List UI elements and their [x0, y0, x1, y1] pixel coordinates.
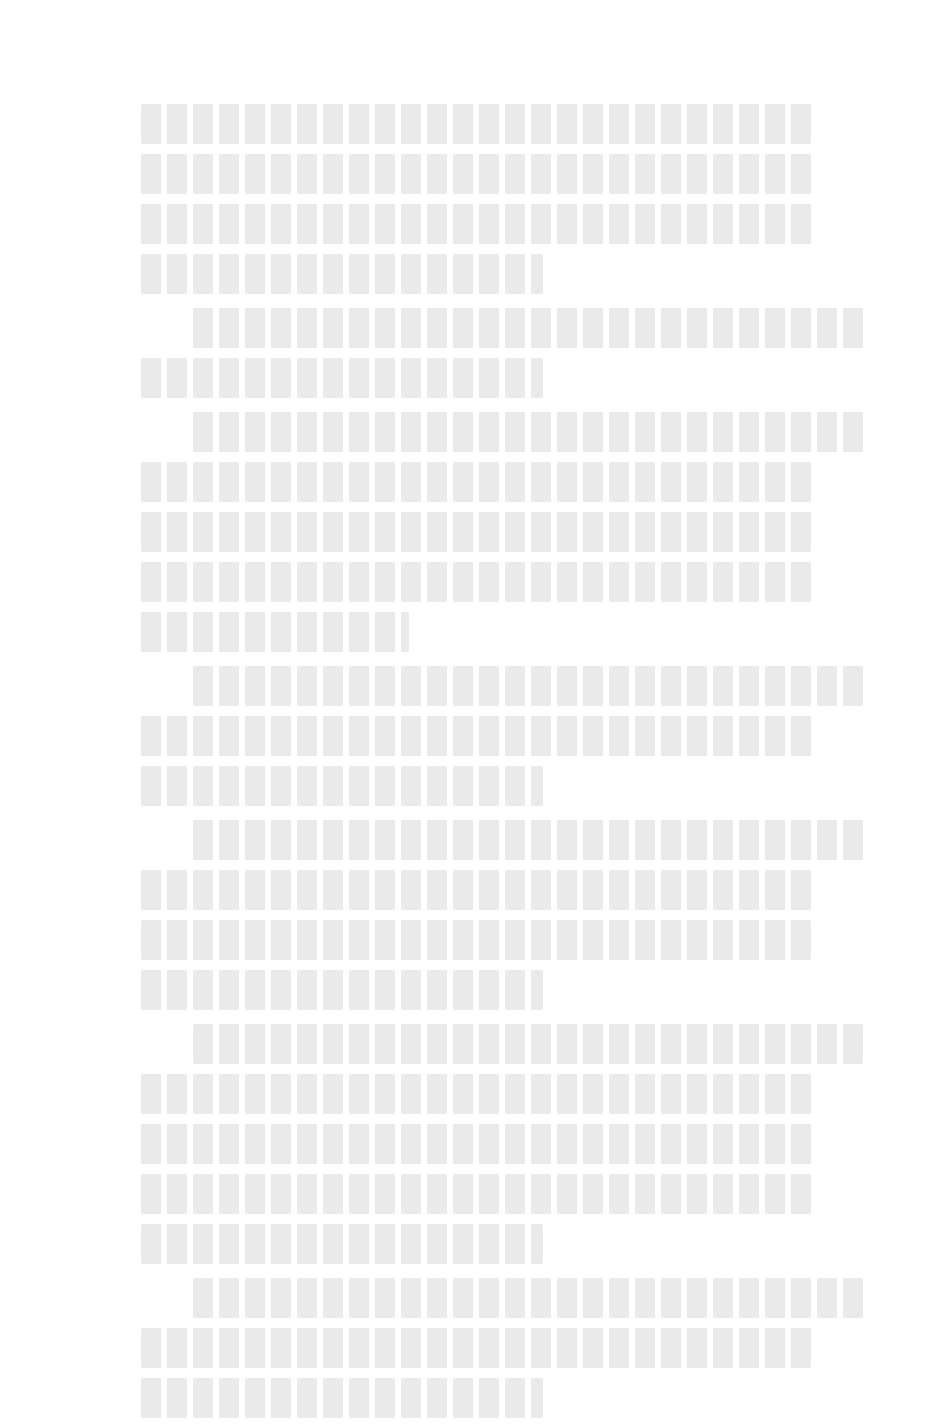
text-line [193, 308, 863, 348]
text-line [193, 412, 863, 452]
text-line [141, 612, 409, 652]
text-line [141, 970, 543, 1010]
text-line [141, 1074, 811, 1114]
text-line [141, 766, 543, 806]
text-line [141, 204, 811, 244]
text-line [141, 1328, 811, 1368]
text-line [141, 1378, 543, 1418]
text-line [141, 870, 811, 910]
text-line [193, 1278, 863, 1318]
text-line [141, 920, 811, 960]
text-line [141, 1124, 811, 1164]
text-line [193, 820, 863, 860]
document-body [141, 104, 811, 1428]
text-line [193, 1024, 863, 1064]
text-line [141, 358, 543, 398]
text-line [141, 154, 811, 194]
text-line [141, 512, 811, 552]
text-line [141, 1224, 543, 1264]
text-line [193, 666, 863, 706]
text-line [141, 104, 811, 144]
text-line [141, 562, 811, 602]
text-line [141, 716, 811, 756]
text-line [141, 254, 543, 294]
text-line [141, 462, 811, 502]
text-line [141, 1174, 811, 1214]
